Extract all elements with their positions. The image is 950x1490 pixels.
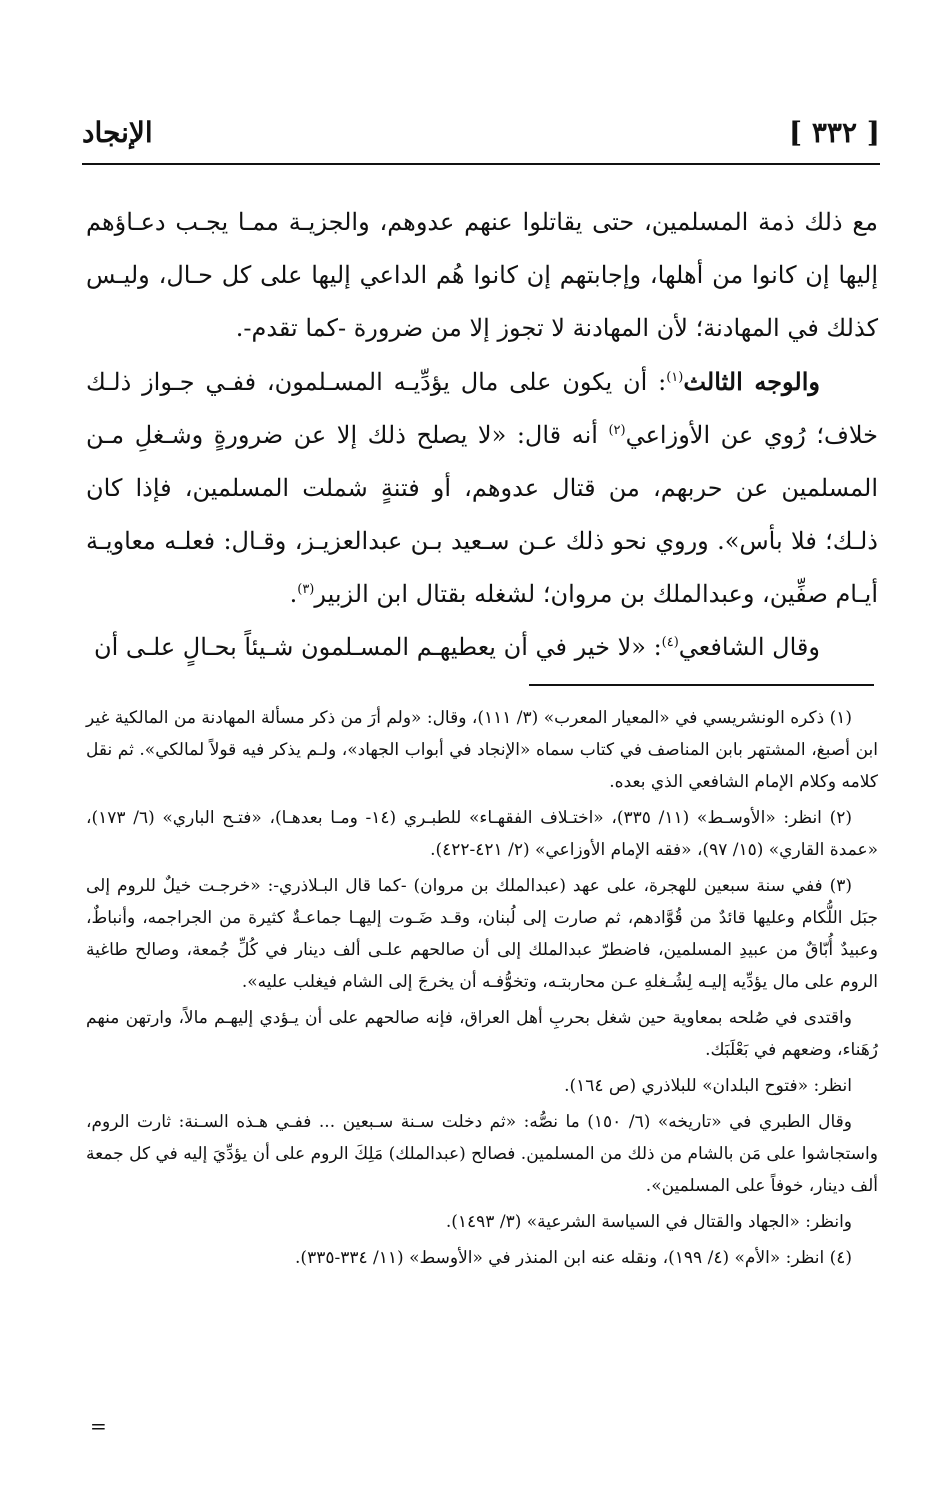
footnote-4: (٤) انظر: «الأم» (٤/ ١٩٩)، ونقله عنه ابن المنذر في «الأوسط» (١١/ ٣٣٤-٣٣٥). [295,1248,852,1268]
section-heading-third-aspect: والوجه الثالث [683,367,820,396]
footnote-2: (٢) انظر: «الأوسـط» (١١/ ٣٣٥)، «اختـلاف الفقهـاء» للطبـري (١٤- ومـا بعدهـا)، «فتـح الباري» (٦/ ١٧٣)، «عمدة القاري» (١٥/ ٩٧)، «فقه الإمام الأوزاعي» (٢/ ٤٢١-٤٢٢). [86,808,878,860]
footnote-3-cont-4: وانظر: «الجهاد والقتال في السياسة الشرعية» (٣/ ١٤٩٣). [445,1212,852,1232]
paragraph-2-text-b: أنه قال: «لا يصلح ذلك إلا عن ضرورةٍ وشـغلِ مـن المسلمين عن حربهم، من قتال عدوهم، أو فتنةٍ شملت المسلمين، فإذا كان ذلـك؛ فلا بأس». وروي نحو ذلك عـن سـعيد بـن عبدالعزيـز، وقـال: فعلـه معاويـة أيـام صفِّين، وعبدالملك بن مروان؛ لشغله بقتال ابن الزبير [86,421,878,608]
paragraph-3-text-b: : «لا خير في أن يعطيهـم المسـلمون شـيئاً بحـالٍ علـى أن [93,633,662,661]
footnote-1: (١) ذكره الونشريسي في «المعيار المعرب» (٣/ ١١١)، وقال: «ولم أرَ من ذكر مسألة المهادنة من المالكية غير ابن أصبغ، المشتهر بابن المناصف في كتاب سماه «الإنجاد في أبواب الجهاد»، ولـم يذكر فيه قولاً لمالكي». ثم نقل كلامه وكلام الإمام الشافعي الذي بعده. [86,708,878,792]
paragraph-3 [86,621,878,674]
page-number: [ ٣٣٢ ] [788,116,880,149]
footnote-ref-4: (٤) [661,635,679,650]
footnote-3-cont-2: انظر: «فتوح البلدان» للبلاذري (ص ١٦٤). [564,1076,852,1096]
book-title: الإنجاد [82,116,153,149]
paragraph-2 [86,355,878,621]
footnote-3: (٣) ففي سنة سبعين للهجرة، على عهد (عبدالملك بن مروان) -كما قال البـلاذري-: «خرجـت خيلٌ للروم إلى جبَل اللُّكام وعليها قائدٌ من قُوَّادهم، ثم صارت إلى لُبنان، وقـد ضَـوت إليهـا جماعـةٌ كثيرة من الجراجمه، وأنباطٌ، وعبيدٌ أُبّاقٌ من عبيدِ المسلمين، فاضطرّ عبدالملك إلى أن صالحهم علـى ألف دينار في كُلِّ جُمعة، وصالح طاغية الروم على مال يؤدِّيه إليـه لِشُـغلهِ عـن محاربتـه، وتخوُّفـه أن يخرجَ إلى الشام فيغلب عليه». [86,876,878,992]
running-header [82,112,880,156]
footnotes [86,702,878,1278]
footnote-ref-2: (٢) [608,423,626,438]
footnote-divider [529,684,874,686]
footnote-3-cont-3: وقال الطبري في «تاريخه» (٦/ ١٥٠) ما نصُّه: «ثم دخلت سـنة سـبعين ... ففـي هـذه السـنة: ثارت الروم، واستجاشوا على مَن بالشام من ذلك من المسلمين. فصالح (عبدالملك) مَلِكَ الروم على أن يؤدِّيَ إليه في كل جمعة ألف دينار، خوفاً على المسلمين». [86,1112,878,1196]
footnote-ref-3: (٣) [297,582,315,597]
paragraph-2-end: . [289,580,298,608]
footnote-3-cont-1: واقتدى في صُلحه بمعاوية حين شغل بحربِ أهل العراق، فإنه صالحهم على أن يـؤدي إليهـم مالاً، وارتهن منهم رُهَناء، وضعهم في بَعْلَبَك. [86,1008,878,1060]
main-text [86,196,878,674]
paragraph-2-text-a: : أن يكون على مال يؤدِّيـه المسـلمون، ففـي جـواز ذلـك خلاف؛ رُوي عن الأوزاعي [86,368,878,449]
footnote-ref-1: (١) [666,370,684,385]
header-divider [82,163,880,165]
paragraph-3-text-a: وقال الشافعي [678,633,820,661]
continuation-mark: = [90,1414,107,1438]
paragraph-1: مع ذلك ذمة المسلمين، حتى يقاتلوا عنهم عدوهم، والجزيـة ممـا يجـب دعـاؤهم إليها إن كانوا من أهلها، وإجابتهم إن كانوا هُم الداعي إليها على كل حـال، وليـس كذلك في المهادنة؛ لأن المهادنة لا تجوز إلا من ضرورة -كما تقدم-. [86,208,878,342]
